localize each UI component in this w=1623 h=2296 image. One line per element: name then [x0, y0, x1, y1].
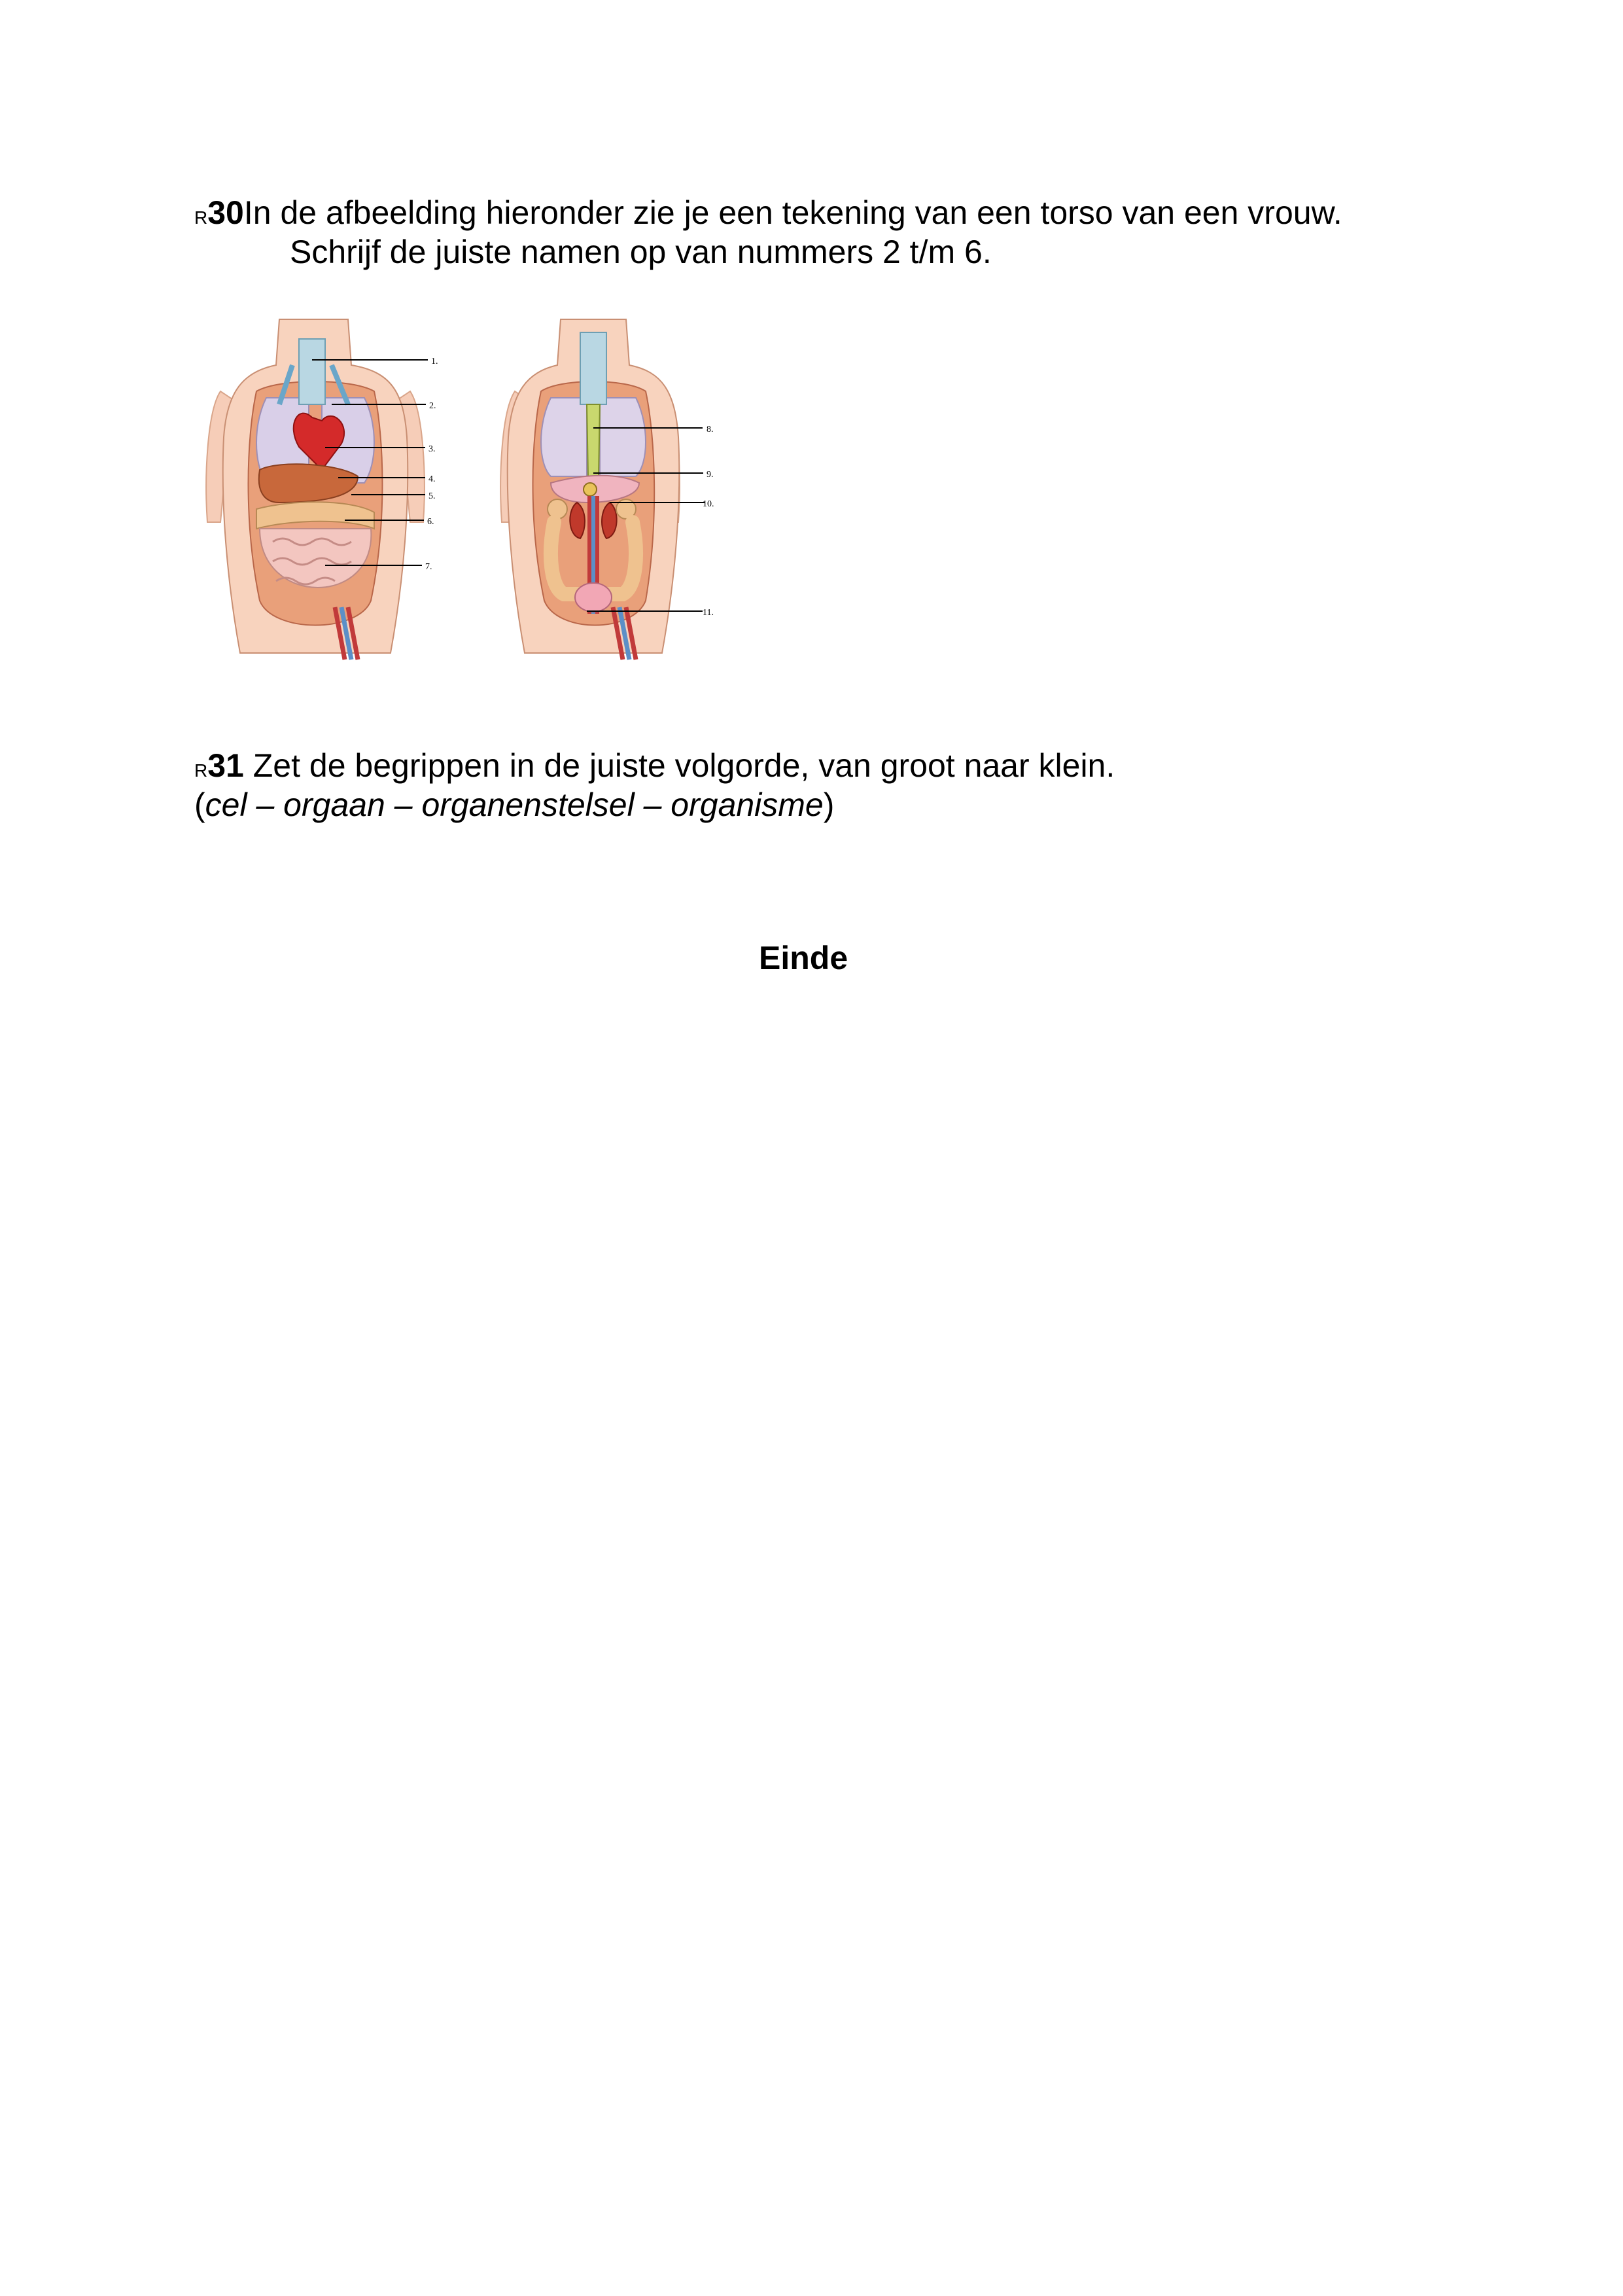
figure-label-6: 6.: [427, 517, 434, 527]
torso-anatomy-figure: [194, 306, 714, 665]
figure-label-9: 9.: [707, 470, 714, 480]
figure-label-1: 1.: [431, 357, 438, 366]
q31-open-paren: (: [194, 786, 205, 823]
q30-prefix: R: [194, 207, 208, 228]
q31-separator-2: –: [385, 786, 422, 823]
q31-term-orgaan: orgaan: [283, 786, 385, 823]
q31-term-organisme: organisme: [671, 786, 824, 823]
figure-label-3: 3.: [428, 444, 436, 454]
figure-label-7: 7.: [425, 562, 432, 572]
q31-term-organenstelsel: organenstelsel: [421, 786, 635, 823]
q30-line1: [194, 193, 1342, 238]
q31-close-paren: ): [823, 786, 835, 823]
q31-term-cel: cel: [205, 786, 247, 823]
q31-separator-3: –: [634, 786, 671, 823]
figure-label-8: 8.: [707, 425, 714, 434]
torso-illustration: [194, 306, 714, 665]
q31-number: 31: [207, 747, 244, 784]
q30-number: 30: [207, 194, 244, 231]
figure-label-4: 4.: [428, 474, 436, 484]
figure-label-5: 5.: [428, 491, 436, 501]
q30-text: In de afbeelding hieronder zie je een tekening van een torso van een vrouw.: [243, 194, 1342, 231]
figure-label-11: 11.: [703, 608, 714, 618]
q31-text: Zet de begrippen in de juiste volgorde, van groot naar klein.: [243, 747, 1115, 784]
figure-label-10: 10.: [703, 499, 714, 509]
q31-prefix: R: [194, 760, 208, 781]
figure-label-2: 2.: [429, 401, 436, 411]
q31-line1: [194, 746, 1115, 790]
q31-separator-1: –: [247, 786, 284, 823]
q31-terms-line: [194, 785, 834, 824]
end-heading: Einde: [759, 940, 848, 976]
q30-line2: Schrijf de juiste namen op van nummers 2 t/m 6.: [290, 234, 992, 270]
